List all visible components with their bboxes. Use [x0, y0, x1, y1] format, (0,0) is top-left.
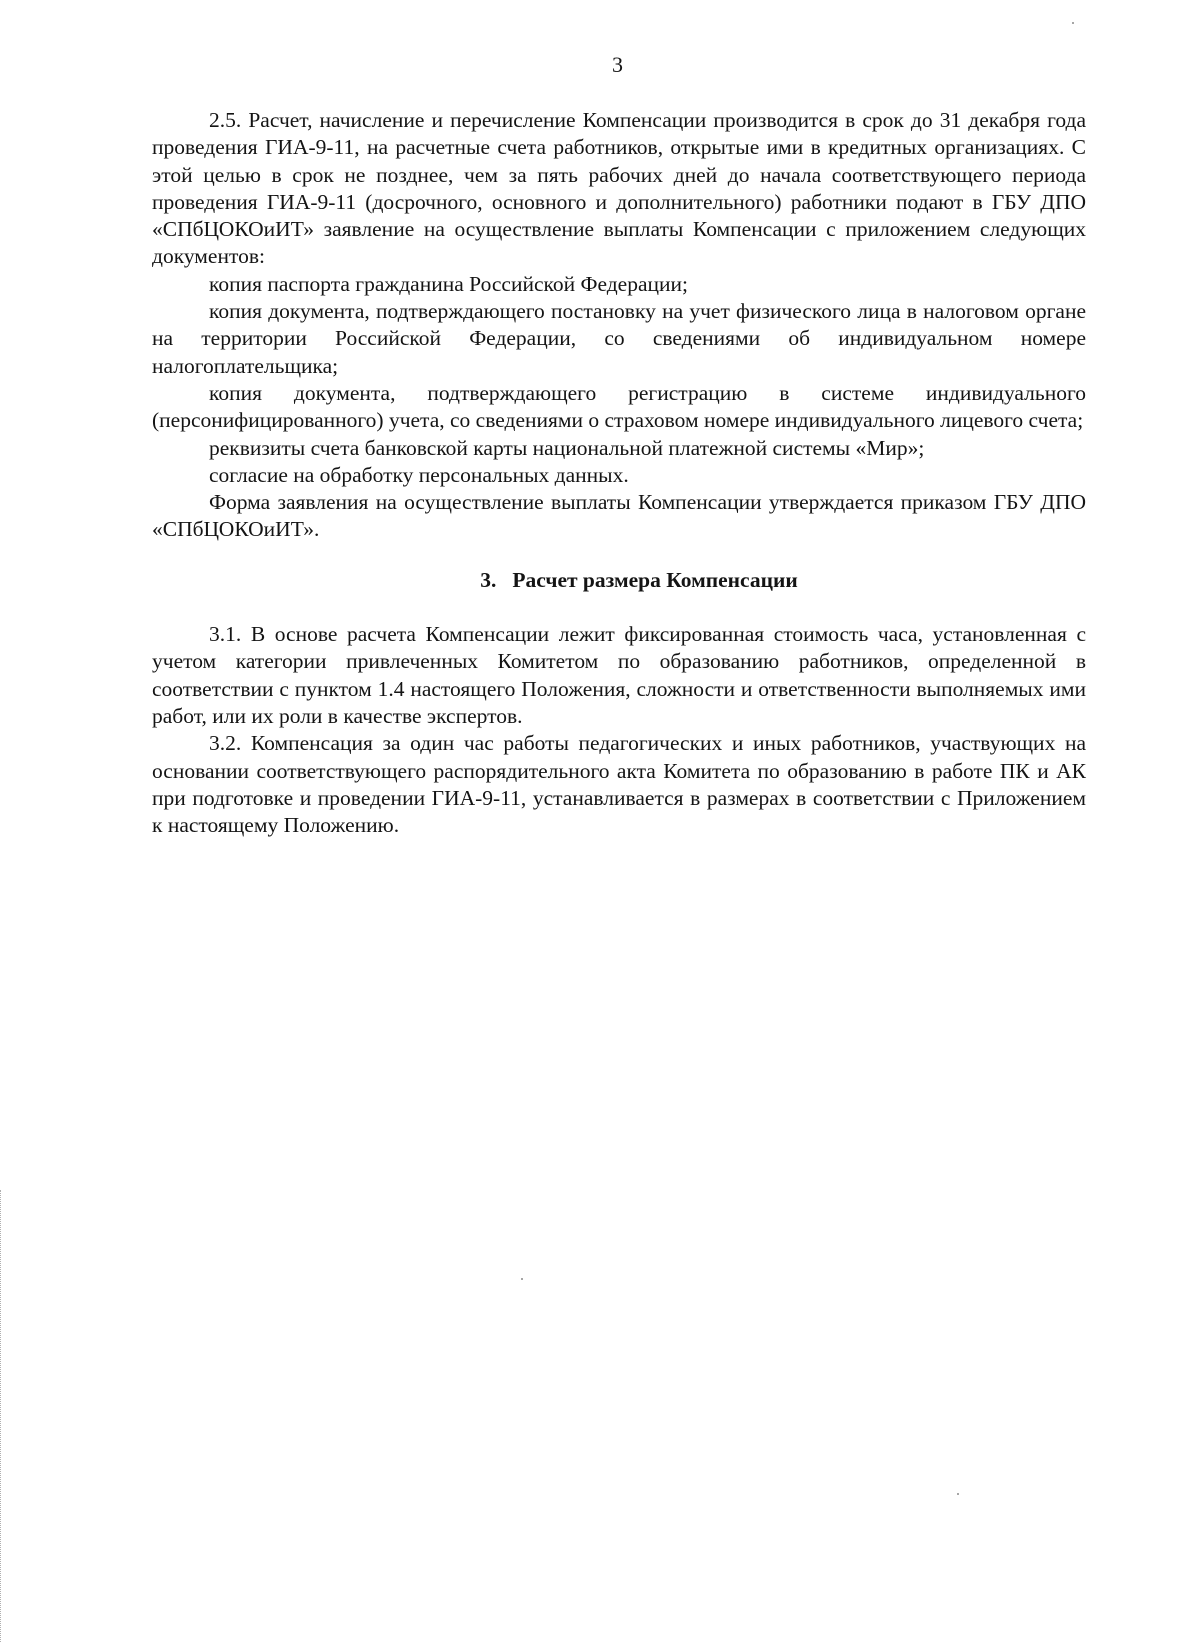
section-3-heading — [152, 567, 1086, 594]
paragraph-2-5: 2.5. Расчет, начисление и перечисление Компенсации производится в срок до 31 декабря года проведения ГИА-9-11, на расчетные счета работников, открытые ими в кредитных организациях. С этой целью в срок не позднее, чем за пять рабочих дней до начала соответствующего периода проведения ГИА-9-11 (досрочного, основного и дополнительного) работники подают в ГБУ ДПО «СПбЦОКОиИТ» заявление на осуществление выплаты Компенсации с приложением следующих документов: — [152, 108, 1086, 269]
list-item-passport: копия паспорта гражданина Российской Федерации; — [209, 271, 688, 296]
scan-speck — [957, 1493, 959, 1495]
scan-speck — [1072, 22, 1074, 24]
list-item-tax-registration: копия документа, подтверждающего постановку на учет физического лица в налоговом органе на территории Российской Федерации, со сведениями об индивидуальном номере налогоплательщика; — [152, 299, 1086, 378]
list-item-bank-card: реквизиты счета банковской карты национальной платежной системы «Мир»; — [209, 435, 925, 460]
paragraph-3-2: 3.2. Компенсация за один час работы педагогических и иных работников, участвующих на основании соответствующего распорядительного акта Комитета по образованию в работе ПК и АК при подготовке и проведении ГИА-9-11, устанавливается в размерах в соответствии с Приложением к настоящему Положению. — [152, 731, 1086, 838]
paragraph-3-1: 3.1. В основе расчета Компенсации лежит фиксированная стоимость часа, установленная с учетом категории привлеченных Комитетом по образованию работников, определенной в соответствии с пунктом 1.4 настоящего Положения, сложности и ответственности выполняемых ими работ, или их роли в качестве экспертов. — [152, 622, 1086, 728]
paragraph-application-form: Форма заявления на осуществление выплаты Компенсации утверждается приказом ГБУ ДПО «СПбЦОКОиИТ». — [152, 490, 1086, 542]
scan-edge-marks — [0, 1190, 4, 1642]
page-number: 3 — [612, 52, 623, 77]
list-item-insurance-number: копия документа, подтверждающего регистрацию в системе индивидуального (персонифицированного) учета, со сведениями о страховом номере индивидуального лицевого счета; — [152, 380, 1086, 433]
list-item-consent: согласие на обработку персональных данных. — [209, 462, 629, 487]
section-3-title: Расчет размера Компенсации — [512, 567, 798, 592]
scan-speck — [521, 1278, 523, 1280]
document-body — [152, 107, 1086, 839]
section-3-number: 3. — [480, 567, 497, 592]
